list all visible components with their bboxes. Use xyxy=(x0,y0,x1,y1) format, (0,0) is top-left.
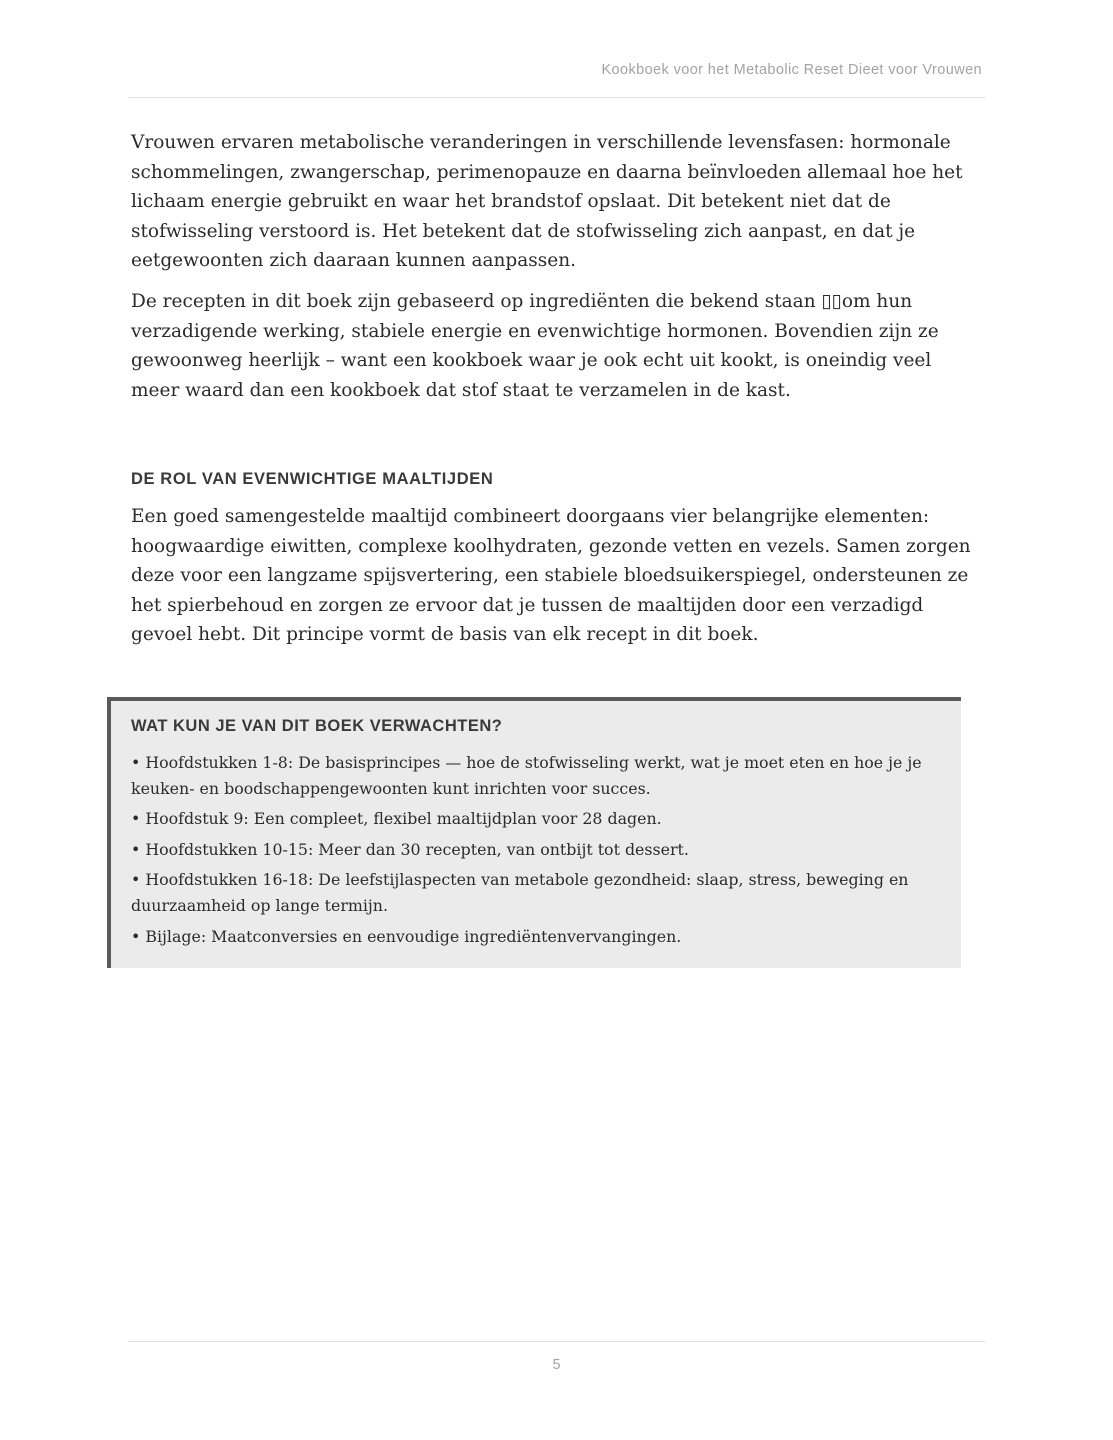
expectations-callout-box xyxy=(107,697,961,968)
callout-list-item: • Hoofdstukken 10-15: Meer dan 30 recepten, van ontbijt tot dessert. xyxy=(131,839,689,859)
callout-list-item: • Bijlage: Maatconversies en eenvoudige ingrediëntenvervangingen. xyxy=(131,926,682,946)
intro-paragraph-2: De recepten in dit boek zijn gebaseerd op ingrediënten die bekend staan ▯▯om hun verzadigende werking, stabiele energie en evenwichtige hormonen. Bovendien zijn ze gewoonweg heerlijk – want een kookboek waar je ook echt uit kookt, is oneindig veel meer waard dan een kookboek dat stof staat te verzamelen in de kast. xyxy=(131,291,939,401)
footer-divider xyxy=(128,1341,985,1342)
intro-paragraph-1: Vrouwen ervaren metabolische veranderingen in verschillende levensfasen: hormonale schommelingen, zwangerschap, perimenopauze en daarna beïnvloeden allemaal hoe het lichaam energie gebruikt en waar het brandstof opslaat. Dit betekent niet dat de stofwisseling verstoord is. Het betekent dat de stofwisseling zich aanpast, en dat je eetgewoonten zich daaraan kunnen aanpassen. xyxy=(131,132,963,272)
page-number: 5 xyxy=(552,1357,561,1373)
callout-list xyxy=(131,750,946,954)
section-paragraph: Een goed samengestelde maaltijd combineert doorgaans vier belangrijke elementen: hoogwaardige eiwitten, complexe koolhydraten, gezonde vetten en vezels. Samen zorgen deze voor een langzame spijsvertering, een stabiele bloedsuikerspiegel, ondersteunen ze het spierbehoud en zorgen ze ervoor dat je tussen de maaltijden door een verzadigd gevoel hebt. Dit principe vormt de basis van elk recept in dit boek. xyxy=(131,506,971,646)
callout-list-item: • Hoofdstukken 1-8: De basisprincipes — hoe de stofwisseling werkt, wat je moet eten en hoe je je keuken- en boodschappengewoonten kunt inrichten voor succes. xyxy=(131,753,922,798)
section-heading: DE ROL VAN EVENWICHTIGE MAALTIJDEN xyxy=(131,470,494,488)
callout-list-item: • Hoofdstukken 16-18: De leefstijlaspecten van metabole gezondheid: slaap, stress, beweging en duurzaamheid op lange termijn. xyxy=(131,870,909,915)
running-header: Kookboek voor het Metabolic Reset Dieet voor Vrouwen xyxy=(601,62,982,78)
callout-list-item: • Hoofdstuk 9: Een compleet, flexibel maaltijdplan voor 28 dagen. xyxy=(131,809,662,829)
header-divider xyxy=(128,97,985,98)
callout-title: WAT KUN JE VAN DIT BOEK VERWACHTEN? xyxy=(131,717,503,735)
